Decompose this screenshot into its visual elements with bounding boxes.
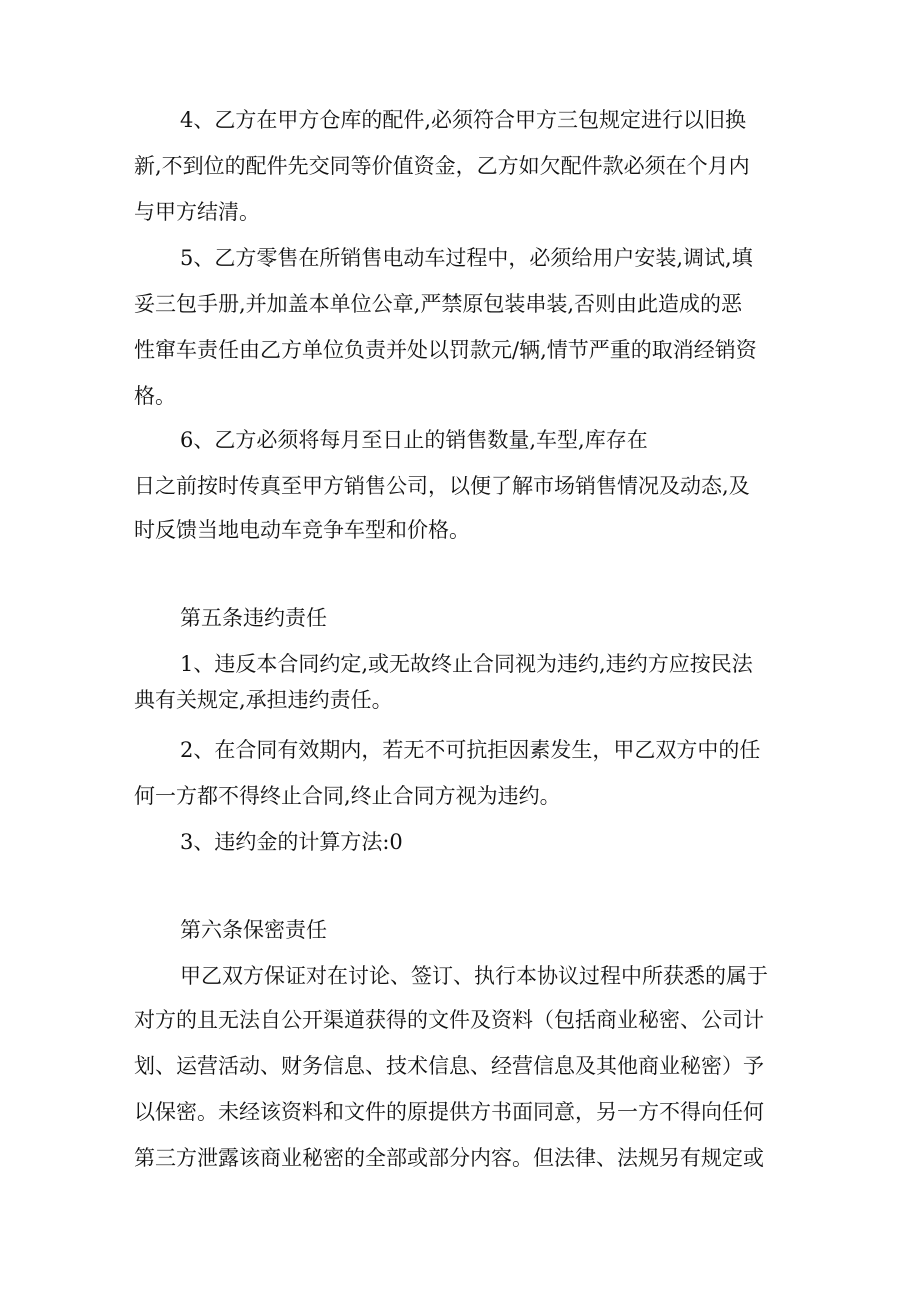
clause-6-line-3: 时反馈当地电动车竞争车型和价格。 — [134, 518, 470, 542]
article-5-item-2-line-2: 何一方都不得终止合同,终止合同方视为违约。 — [134, 784, 561, 808]
clause-4-line-3: 与甲方结清。 — [134, 200, 260, 224]
article-5-item-3: 3、违约金的计算方法:0 — [180, 830, 403, 854]
article-5-item-2-line-1: 2、在合同有效期内，若无不可抗拒因素发生，甲乙双方中的任 — [180, 738, 761, 762]
article-6-paragraph-line-4: 以保密。未经该资料和文件的原提供方书面同意，另一方不得向任何 — [134, 1100, 764, 1124]
clause-5-line-3: 性窜车责任由乙方单位负责并处以罚款元/辆,情节严重的取消经销资 — [134, 338, 757, 362]
article-6-heading: 第六条保密责任 — [180, 918, 327, 942]
article-6-paragraph-line-3: 划、运营活动、财务信息、技术信息、经营信息及其他商业秘密）予 — [134, 1054, 764, 1078]
article-5-item-1-line-2: 典有关规定,承担违约责任。 — [134, 688, 393, 712]
clause-4-line-1: 4、乙方在甲方仓库的配件,必须符合甲方三包规定进行以旧换 — [180, 108, 747, 132]
clause-5-line-4: 格。 — [134, 384, 176, 408]
clause-5-line-2: 妥三包手册,并加盖本单位公章,严禁原包装串装,否则由此造成的恶 — [134, 292, 743, 316]
clause-5-line-1: 5、乙方零售在所销售电动车过程中，必须给用户安装,调试,填 — [180, 246, 753, 270]
article-6-paragraph-line-2: 对方的且无法自公开渠道获得的文件及资料（包括商业秘密、公司计 — [134, 1008, 764, 1032]
article-6-paragraph-line-1: 甲乙双方保证对在讨论、签订、执行本协议过程中所获悉的属于 — [180, 964, 768, 988]
clause-6-line-1: 6、乙方必须将每月至日止的销售数量,车型,库存在 — [180, 428, 648, 452]
article-5-item-1-line-1: 1、违反本合同约定,或无故终止合同视为违约,违约方应按民法 — [180, 652, 753, 676]
article-5-heading: 第五条违约责任 — [180, 606, 327, 630]
clause-6-line-2: 日之前按时传真至甲方销售公司，以便了解市场销售情况及动态,及 — [134, 474, 750, 498]
article-6-paragraph-line-5: 第三方泄露该商业秘密的全部或部分内容。但法律、法规另有规定或 — [134, 1146, 764, 1170]
clause-4-line-2: 新,不到位的配件先交同等价值资金，乙方如欠配件款必须在个月内 — [134, 154, 750, 178]
